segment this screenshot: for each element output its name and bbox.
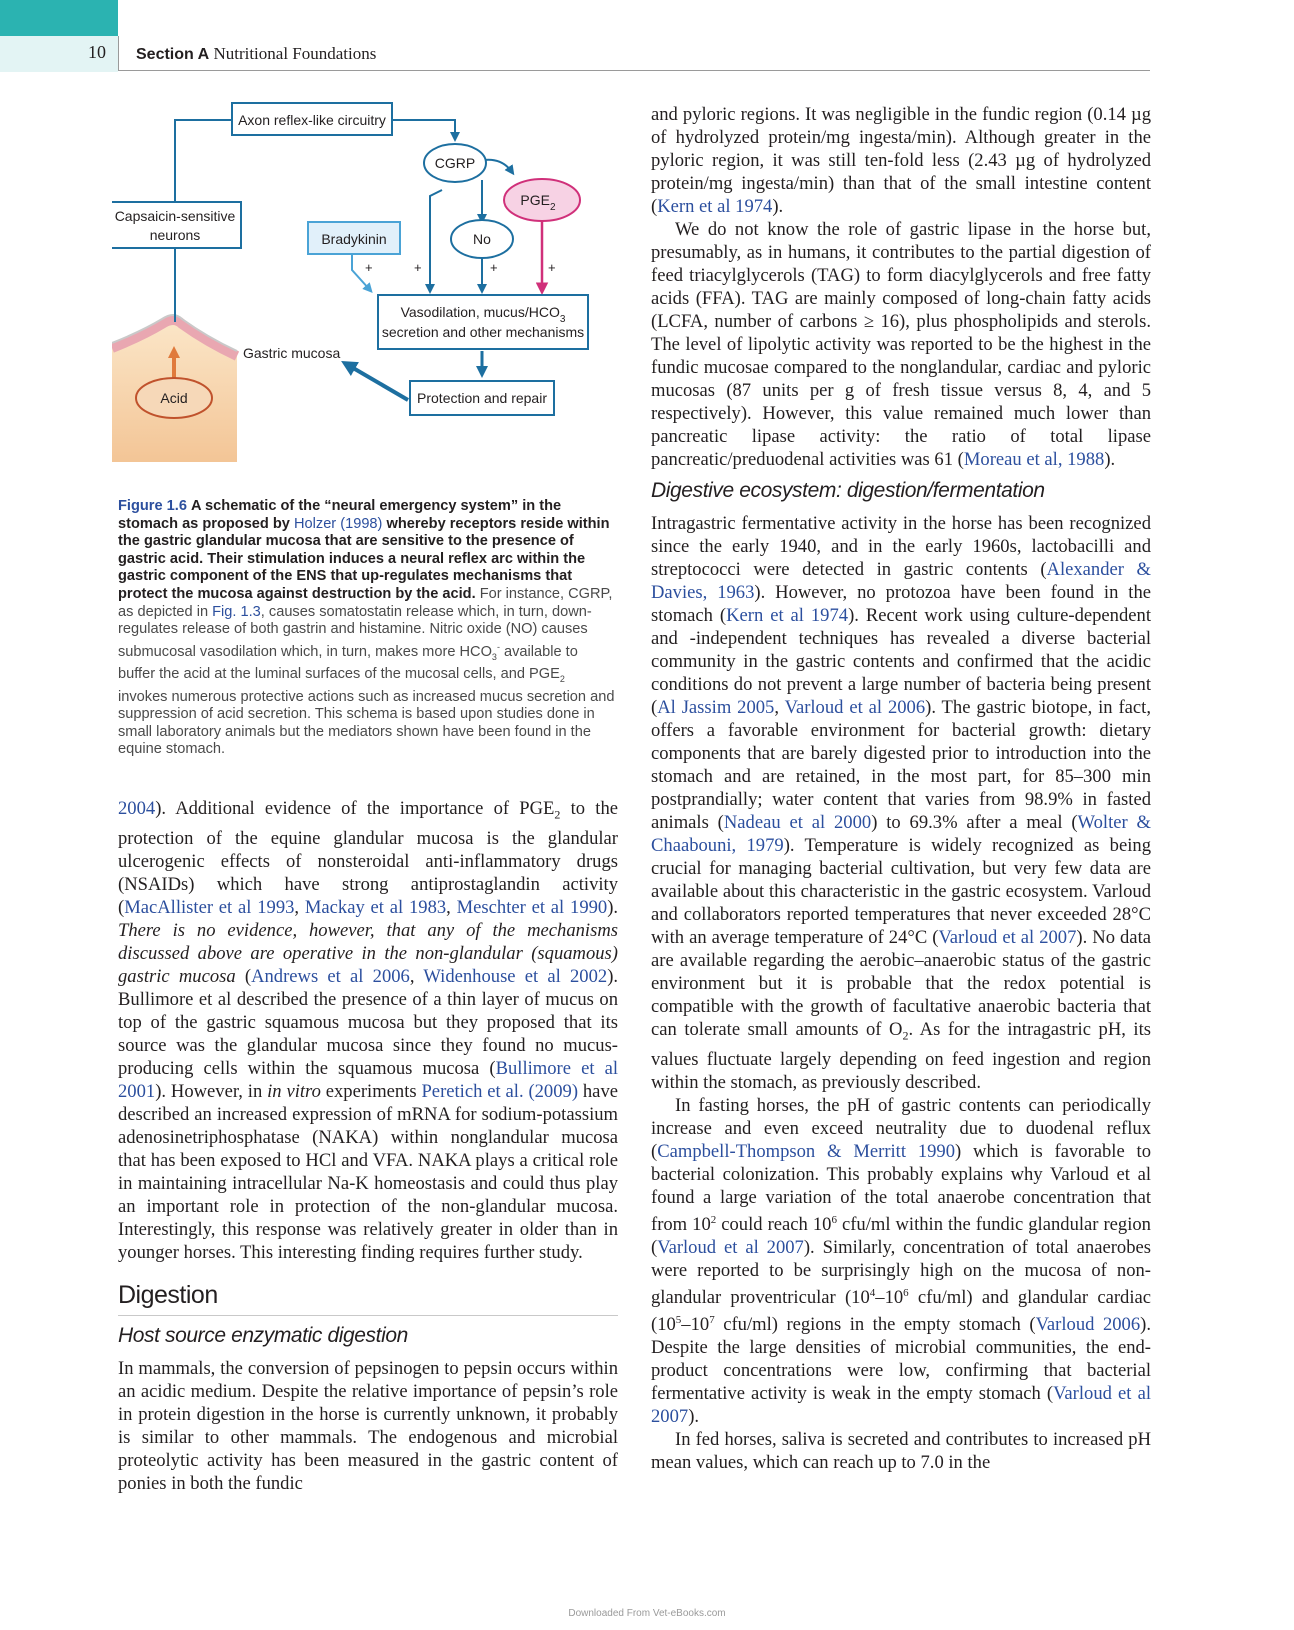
- left-column: [118, 797, 618, 1495]
- node-acid: [136, 378, 212, 418]
- node-capsaicin-line1: Capsaicin-sensitive: [114, 208, 236, 224]
- sign-no: +: [490, 260, 498, 275]
- header-tab-block: [0, 0, 118, 36]
- sign-bradykinin: +: [365, 260, 373, 275]
- node-capsaicin-line2: neurons: [149, 227, 201, 243]
- ref-kern-2[interactable]: Kern et al 1974: [726, 605, 849, 626]
- ref-al-jassim[interactable]: Al Jassim 2005: [657, 697, 775, 718]
- sign-cgrp: +: [414, 260, 422, 275]
- right-paragraph-1: and pyloric regions. It was negligible in the fundic region (0.14 µg of hydrolyzed protein/mg ingesta/min). Although greater in the pyloric region, it was still ten-fold less (2.43 µg of hydrolyzed protein/mg ingesta/min) than that of the small intestine content (Kern et al 1974).: [651, 104, 1151, 217]
- ref-widenhouse[interactable]: Widenhouse et al 2002: [423, 965, 608, 987]
- ref-varloud-2006-b[interactable]: Varloud 2006: [1035, 1314, 1141, 1336]
- ref-wolter[interactable]: Wolter & Chaabouni, 1979: [651, 812, 1151, 856]
- node-bradykinin: [308, 222, 400, 254]
- node-cgrp: [424, 144, 486, 182]
- right-paragraph-3: Intragastric fermentative activity in the horse has been recognized since the early 1940, and in the early 1960s, lactobacilli and streptococci were detected in gastric contents (Alexander & Davies, 1963). However, no protozoa have been found in the stomach (Kern et al 1974). Recent work using culture-dependent and -independent techniques has revealed a diverse bacterial community in the gastric contents and confirmed that the acidic conditions do not prevent a large number of bacteria being present (Al Jassim 2005, Varloud et al 2006). The gastric biotope, in fact, offers a favorable environment for bacterial growth: dietary components that are barely digested prior to introduction into the stomach and are retained, in the most part, for 85–300 min postprandially; water content that varies from 98.9% in fasted animals (Nadeau et al 2000) to 69.3% after a meal (Wolter & Chaabouni, 1979). Temperature is widely recognized as being crucial for managing bacterial cultivation, but very few data are available about this characteristic in the gastric ecosystem. Varloud and collaborators reported temperatures that never exceeded 28°C with an average temperature of 24°C (Varloud et al 2007). No data are available regarding the aerobic–anaerobic status of the gastric environment but it is probable that the redox potential is compatible with the growth of facultative anaerobic bacteria that can tolerate small amounts of $O_2$. As for the intragastric pH, its values fluctuate largely depending on feed ingestion and region within the stomach, as previously described.: [651, 513, 1152, 1093]
- node-bradykinin-label: Bradykinin: [321, 231, 387, 247]
- footer-watermark: Downloaded From Vet-eBooks.com: [568, 1608, 726, 1619]
- ref-kern-1[interactable]: Kern et al 1974: [657, 196, 773, 217]
- section-title: Nutritional Foundations: [213, 44, 377, 63]
- node-pge2-label: PGE: [520, 192, 551, 208]
- right-paragraph-4: In fasting horses, the pH of gastric contents can periodically increase and even exceed neutrality due to duodenal reflux (Campbell-Thompson & Merritt 1990) which is favorable to bacterial colonization. This probably explains why Varloud et al found a large variation of the total anaerobe concentration that from $10^2$ could reach $10^6$ cfu/ml within the fundic glandular region (Varloud et al 2007). Similarly, concentration of total anaerobes were reported to be surprisingly high on the mucosa of non-glandular proventricular ($10^4-10^6$ cfu/ml) and glandular cardiac ($10^5-10^7$ cfu/ml) regions in the empty stomach (Varloud 2006). Despite the large densities of microbial communities, the end-product concentrations were low, confirming that bacterial fermentative activity is weak in the empty stomach (Varloud et al 2007).: [651, 1094, 1151, 1428]
- node-acid-label: Acid: [160, 390, 188, 406]
- ref-varloud-2007-c[interactable]: Varloud et al 2007: [651, 1383, 1151, 1428]
- node-cgrp-label: CGRP: [434, 155, 476, 171]
- figure-caption: [118, 498, 618, 759]
- ref-varloud-2007-b[interactable]: Varloud et al 2007: [657, 1236, 804, 1258]
- sign-pge2: +: [548, 260, 556, 275]
- node-vaso-subscript: 3: [559, 314, 566, 325]
- caption-ref-fig[interactable]: Fig. 1.3: [212, 603, 261, 620]
- gastric-mucosa-label: Gastric mucosa: [243, 345, 341, 361]
- ref-moreau[interactable]: Moreau et al, 1988: [963, 449, 1105, 470]
- right-paragraph-5: In fed horses, saliva is secreted and contributes to increased pH mean values, which can reach up to 7.0 in the: [651, 1429, 1151, 1474]
- ref-meschter[interactable]: Meschter et al 1990: [456, 896, 608, 918]
- left-paragraph-1: 2004). Additional evidence of the importance of $PGE_2$ to the protection of the equine glandular mucosa is the glandular ulcerogenic effects of nonsteroidal anti-inflammatory drugs (NSAIDs) which have strong antiprostaglandin activity (MacAllister et al 1993, Mackay et al 1983, Meschter et al 1990). There is no evidence, however, that any of the mechanisms discussed above are operative in the non-glandular (squamous) gastric mucosa (Andrews et al 2006, Widenhouse et al 2002). Bullimore et al described the presence of a thin layer of mucus on top of the gastric squamous mucosa but they proposed that its source was the glandular mucosa since they found no mucus-producing cells within the squamous mucosa (Bullimore et al 2001). However, in in vitro experiments Peretich et al. (2009) have described an increased expression of mRNA for sodium-potassium adenosinetriphosphatase (NAKA) within nonglandular mucosa that has been exposed to HCl and VFA. NAKA plays a critical role in maintaining intracellular Na-K homeostasis and could thus play an important role in protection of the non-glandular mucosa. Interestingly, this response was relatively greater in older than in younger horses. This interesting finding requires further study.: [118, 798, 619, 1263]
- node-vaso-line2: secretion and other mechanisms: [381, 324, 585, 340]
- node-vasodilation: [378, 295, 588, 349]
- node-no-label: No: [473, 231, 491, 247]
- heading-digestive-ecosystem: Digestive ecosystem: digestion/fermentation: [651, 479, 1045, 502]
- ref-alexander[interactable]: Alexander & Davies, 1963: [651, 559, 1152, 603]
- heading-digestion: Digestion: [118, 1284, 618, 1316]
- header-divider-vertical: [118, 36, 119, 70]
- heading-host-source: Host source enzymatic digestion: [118, 1323, 408, 1347]
- ref-varloud-2006[interactable]: Varloud et al 2006: [784, 697, 926, 718]
- left-paragraph-2: In mammals, the conversion of pepsinogen to pepsin occurs within an acidic medium. Despite the relative importance of pepsin’s role in protein digestion in the horse is currently unknown, it probably is similar to other mammals. The endogenous and microbial proteolytic activity has been measured in the gastric content of ponies in both the fundic: [118, 1357, 618, 1494]
- section-label: Section A: [136, 46, 210, 63]
- right-paragraph-2: We do not know the role of gastric lipase in the horse but, presumably, as in humans, it contributes to the partial digestion of feed triacylglycerols (TAG) to form diacylglycerols and free fatty acids (FFA). TAG are mainly composed of long-chain fatty acids (LCFA, number of carbons ≥ 16), plus phospholipids and sterols. The level of lipolytic activity was reported to be the highest in the fundic mucosae compared to the nonglandular, cardiac and pyloric mucosas (87 units per g of fresh tissue versus 8, 4, and 5 respectively). However, this value remained much lower than pancreatic lipase activity: the ratio of total lipase pancreatic/preduodenal activities was 61 (Moreau et al, 1988).: [651, 219, 1151, 470]
- node-capsaicin-neurons: [112, 202, 241, 248]
- node-no: [451, 220, 513, 258]
- node-protection-repair: [410, 381, 554, 415]
- ref-macallister[interactable]: MacAllister et al 1993: [124, 896, 295, 918]
- node-vaso-line1: Vasodilation, mucus/HCO: [400, 304, 560, 320]
- caption-ref-holzer[interactable]: Holzer (1998): [294, 515, 383, 532]
- ref-varloud-2007-a[interactable]: Varloud et al 2007: [938, 927, 1077, 948]
- header-rule: [118, 70, 1150, 71]
- figure-diagram: [112, 100, 622, 485]
- caption-bold-1: A schematic of the “neural emergency system” in the stomach as proposed by: [118, 498, 562, 532]
- right-column: [651, 103, 1151, 1474]
- ref-nadeau[interactable]: Nadeau et al 2000: [723, 812, 872, 833]
- ref-andrews[interactable]: Andrews et al 2006: [251, 965, 410, 987]
- page-number: 10: [88, 42, 106, 62]
- ref-campbell-thompson[interactable]: Campbell-Thompson & Merritt 1990: [657, 1140, 956, 1162]
- node-axon-reflex: [232, 103, 392, 135]
- node-pge2: [504, 179, 580, 221]
- caption-text-2: , causes somatostatin release which, in turn, down-regulates release of both gastrin and histamine. Nitric oxide (NO) causes submucosal vasodilation which, in turn, makes more $HCO_3^-$ available to buffer the acid at the luminal surfaces of the mucosal cells, and $PGE_2$ invokes numerous protective actions such as increased mucus secretion and suppression of acid secretion. This schema is based upon studies done in small laboratory animals but the mediators shown have been found in the equine stomach.: [118, 603, 615, 758]
- caption-bold-2: whereby receptors reside within the gastric glandular mucosa that are sensitive to the presence of gastric acid. Their stimulation induces a neural reflex arc within the gastric component of the ENS that up-regulates mechanisms that protect the mucosa against destruction by the acid.: [118, 515, 610, 602]
- ref-bullimore[interactable]: Bullimore et al 2001: [118, 1057, 618, 1102]
- node-axon-label: Axon reflex-like circuitry: [238, 112, 386, 128]
- node-pge2-subscript: 2: [550, 202, 556, 213]
- ref-mackay[interactable]: Mackay et al 1983: [304, 896, 447, 918]
- ref-peretich[interactable]: Peretich et al. (2009): [421, 1080, 579, 1102]
- figure-label: Figure 1.6: [118, 498, 187, 514]
- ref-2004[interactable]: 2004: [118, 798, 156, 819]
- caption-text-1: For instance, CGRP, as depicted in: [118, 585, 613, 620]
- running-header: [136, 44, 376, 64]
- node-protection-label: Protection and repair: [417, 390, 547, 406]
